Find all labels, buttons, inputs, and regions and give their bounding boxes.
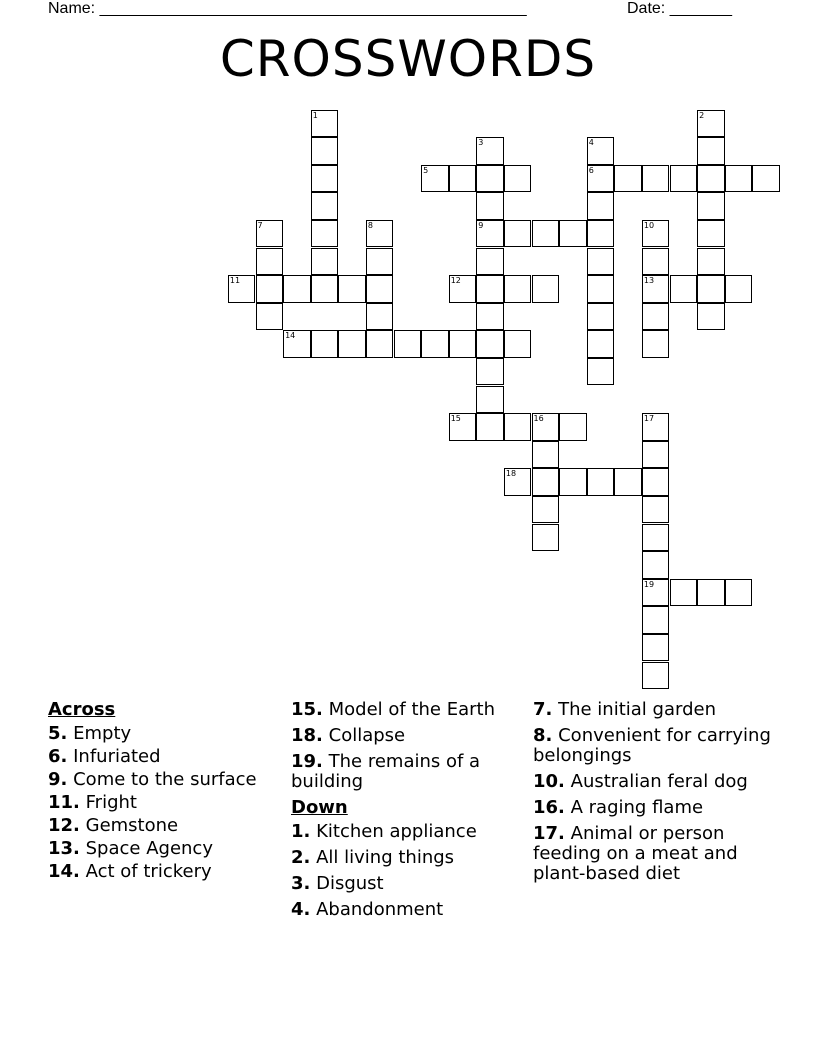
- cell-number: 8: [367, 220, 373, 230]
- grid-cell[interactable]: [449, 330, 477, 358]
- grid-cell[interactable]: [366, 330, 394, 358]
- grid-cell[interactable]: [449, 413, 477, 441]
- clue-text: Disgust: [316, 873, 384, 894]
- grid-cell[interactable]: [614, 165, 642, 193]
- clue-number: 19.: [291, 751, 323, 772]
- clue-text: The initial garden: [558, 699, 716, 720]
- grid-cell[interactable]: [283, 330, 311, 358]
- clue-across-13: [48, 839, 278, 859]
- clue-text: Infuriated: [73, 746, 161, 767]
- grid-cell[interactable]: [642, 496, 670, 524]
- grid-cell[interactable]: [476, 220, 504, 248]
- clue-text: Abandonment: [316, 899, 444, 920]
- grid-cell[interactable]: [725, 275, 753, 303]
- clue-down-7: [533, 700, 773, 720]
- clue-number: 2.: [291, 847, 311, 868]
- grid-cell[interactable]: [228, 275, 256, 303]
- cell-number: 15: [450, 414, 461, 424]
- grid-cell[interactable]: [256, 275, 284, 303]
- grid-cell[interactable]: [256, 248, 284, 276]
- clue-text: The remains of a building: [291, 751, 481, 792]
- grid-cell[interactable]: [587, 192, 615, 220]
- cell-number: 1: [312, 110, 318, 120]
- grid-cell[interactable]: [697, 220, 725, 248]
- grid-cell[interactable]: [366, 275, 394, 303]
- grid-cell[interactable]: [725, 165, 753, 193]
- clue-down-1: [291, 822, 521, 842]
- grid-cell[interactable]: [504, 165, 532, 193]
- clue-across-18: [291, 726, 521, 746]
- grid-cell[interactable]: [366, 220, 394, 248]
- clue-number: 14.: [48, 861, 80, 882]
- clue-text: Kitchen appliance: [316, 821, 477, 842]
- clue-number: 3.: [291, 873, 311, 894]
- grid-cell[interactable]: [476, 248, 504, 276]
- grid-cell[interactable]: [504, 330, 532, 358]
- grid-cell[interactable]: [697, 110, 725, 138]
- clue-down-3: [291, 874, 521, 894]
- cell-number: 18: [505, 469, 517, 479]
- grid-cell[interactable]: [449, 165, 477, 193]
- grid-cell[interactable]: [697, 248, 725, 276]
- grid-cell[interactable]: [587, 165, 615, 193]
- clue-down-8: [533, 726, 773, 766]
- grid-cell[interactable]: [338, 330, 366, 358]
- clue-text: Act of trickery: [85, 861, 212, 882]
- grid-cell[interactable]: [697, 137, 725, 165]
- grid-cell[interactable]: [587, 220, 615, 248]
- grid-cell[interactable]: [311, 110, 339, 138]
- grid-cell[interactable]: [587, 468, 615, 496]
- grid-cell[interactable]: [642, 220, 670, 248]
- clue-down-4: [291, 900, 521, 920]
- grid-cell[interactable]: [476, 192, 504, 220]
- grid-cell[interactable]: [587, 358, 615, 386]
- grid-cell[interactable]: [476, 137, 504, 165]
- clue-across-11: [48, 793, 278, 813]
- clue-number: 12.: [48, 815, 80, 836]
- clue-down-10: [533, 772, 773, 792]
- clue-number: 16.: [533, 797, 565, 818]
- grid-cell[interactable]: [697, 579, 725, 607]
- grid-cell[interactable]: [642, 551, 670, 579]
- grid-cell[interactable]: [366, 248, 394, 276]
- grid-cell[interactable]: [642, 634, 670, 662]
- clue-text: Empty: [73, 723, 132, 744]
- clue-across-19: [291, 752, 521, 792]
- grid-cell[interactable]: [311, 248, 339, 276]
- grid-cell[interactable]: [476, 303, 504, 331]
- grid-cell[interactable]: [311, 192, 339, 220]
- clue-text: Come to the surface: [73, 769, 257, 790]
- clue-text: A raging flame: [570, 797, 704, 818]
- grid-cell[interactable]: [725, 579, 753, 607]
- grid-cell[interactable]: [476, 165, 504, 193]
- grid-cell[interactable]: [642, 441, 670, 469]
- grid-cell[interactable]: [697, 192, 725, 220]
- clue-text: Animal or person feeding on a meat and plant-based diet: [533, 823, 738, 884]
- clues-column-2: [291, 700, 521, 926]
- grid-cell[interactable]: [504, 413, 532, 441]
- grid-cell[interactable]: [670, 275, 698, 303]
- grid-cell[interactable]: [532, 441, 560, 469]
- grid-cell[interactable]: [642, 579, 670, 607]
- grid-cell[interactable]: [697, 275, 725, 303]
- clue-text: Fright: [85, 792, 137, 813]
- grid-cell[interactable]: [256, 303, 284, 331]
- date-field-label[interactable]: Date: _______: [627, 0, 732, 17]
- clue-across-5: [48, 724, 278, 744]
- cell-number: 3: [478, 138, 484, 148]
- grid-cell[interactable]: [587, 137, 615, 165]
- clue-across-15: [291, 700, 521, 720]
- clue-across-6: [48, 747, 278, 767]
- grid-cell[interactable]: [338, 275, 366, 303]
- grid-cell[interactable]: [476, 275, 504, 303]
- clue-text: Convenient for carrying belongings: [533, 725, 771, 766]
- grid-cell[interactable]: [587, 248, 615, 276]
- clue-number: 7.: [533, 699, 553, 720]
- grid-cell[interactable]: [256, 220, 284, 248]
- grid-cell[interactable]: [559, 468, 587, 496]
- grid-cell[interactable]: [476, 330, 504, 358]
- grid-cell[interactable]: [642, 165, 670, 193]
- cell-number: 10: [643, 220, 655, 230]
- clue-across-12: [48, 816, 278, 836]
- grid-cell[interactable]: [311, 275, 339, 303]
- grid-cell[interactable]: [311, 165, 339, 193]
- clue-down-16: [533, 798, 773, 818]
- grid-cell[interactable]: [697, 303, 725, 331]
- clue-number: 6.: [48, 746, 68, 767]
- clues-column-1: [48, 700, 278, 885]
- cell-number: 17: [643, 414, 655, 424]
- grid-cell[interactable]: [421, 330, 449, 358]
- clue-down-17: [533, 824, 773, 884]
- grid-cell[interactable]: [670, 165, 698, 193]
- cell-number: 7: [257, 220, 263, 230]
- grid-cell[interactable]: [587, 303, 615, 331]
- grid-cell[interactable]: [532, 496, 560, 524]
- clue-number: 15.: [291, 699, 323, 720]
- grid-cell[interactable]: [311, 330, 339, 358]
- grid-cell[interactable]: [752, 165, 780, 193]
- page-title: CROSSWORDS: [219, 30, 597, 88]
- clue-number: 17.: [533, 823, 565, 844]
- cell-number: 4: [588, 138, 594, 148]
- grid-cell[interactable]: [476, 358, 504, 386]
- clue-text: All living things: [316, 847, 455, 868]
- grid-cell[interactable]: [504, 468, 532, 496]
- grid-cell[interactable]: [504, 275, 532, 303]
- cell-number: 12: [450, 276, 461, 286]
- grid-cell[interactable]: [532, 524, 560, 552]
- grid-cell[interactable]: [642, 606, 670, 634]
- grid-cell[interactable]: [587, 275, 615, 303]
- grid-cell[interactable]: [642, 468, 670, 496]
- cell-number: 16: [533, 414, 544, 424]
- clue-number: 8.: [533, 725, 553, 746]
- clue-text: Space Agency: [85, 838, 213, 859]
- grid-cell[interactable]: [394, 330, 422, 358]
- down-heading: Down: [291, 797, 348, 818]
- grid-cell[interactable]: [532, 220, 560, 248]
- clue-text: Collapse: [328, 725, 406, 746]
- clue-number: 9.: [48, 769, 68, 790]
- clue-text: Gemstone: [85, 815, 179, 836]
- grid-cell[interactable]: [642, 413, 670, 441]
- grid-cell[interactable]: [283, 275, 311, 303]
- grid-cell[interactable]: [366, 303, 394, 331]
- grid-cell[interactable]: [642, 662, 670, 690]
- clue-across-14: [48, 862, 278, 882]
- clue-number: 18.: [291, 725, 323, 746]
- name-field-label[interactable]: Name: ________________________________________________: [48, 0, 527, 17]
- grid-cell[interactable]: [559, 220, 587, 248]
- grid-cell[interactable]: [532, 275, 560, 303]
- cell-number: 13: [643, 276, 655, 286]
- grid-cell[interactable]: [311, 220, 339, 248]
- grid-cell[interactable]: [311, 137, 339, 165]
- grid-cell[interactable]: [421, 165, 449, 193]
- clue-text: Australian feral dog: [570, 771, 748, 792]
- cell-number: 6: [588, 165, 594, 175]
- grid-cell[interactable]: [642, 248, 670, 276]
- cell-number: 2: [699, 110, 705, 120]
- across-heading: Across: [48, 699, 116, 720]
- clue-number: 10.: [533, 771, 565, 792]
- grid-cell[interactable]: [559, 413, 587, 441]
- grid-cell[interactable]: [476, 386, 504, 414]
- grid-cell[interactable]: [449, 275, 477, 303]
- grid-cell[interactable]: [476, 413, 504, 441]
- clues-column-3: [533, 700, 773, 890]
- grid-cell[interactable]: [587, 330, 615, 358]
- grid-cell[interactable]: [670, 579, 698, 607]
- clue-text: Model of the Earth: [328, 699, 495, 720]
- cell-number: 14: [285, 331, 296, 341]
- cell-number: 9: [478, 220, 484, 230]
- clue-number: 1.: [291, 821, 311, 842]
- clue-number: 13.: [48, 838, 80, 859]
- clue-number: 11.: [48, 792, 80, 813]
- cell-number: 5: [423, 165, 429, 175]
- grid-cell[interactable]: [642, 275, 670, 303]
- clue-across-9: [48, 770, 278, 790]
- cell-number: 19: [643, 579, 655, 589]
- grid-cell[interactable]: [614, 468, 642, 496]
- grid-cell[interactable]: [532, 413, 560, 441]
- grid-cell[interactable]: [504, 220, 532, 248]
- grid-cell[interactable]: [642, 524, 670, 552]
- grid-cell[interactable]: [697, 165, 725, 193]
- cell-number: 11: [229, 276, 241, 286]
- clue-number: 4.: [291, 899, 311, 920]
- clue-down-2: [291, 848, 521, 868]
- clue-number: 5.: [48, 723, 68, 744]
- grid-cell[interactable]: [532, 468, 560, 496]
- grid-cell[interactable]: [642, 303, 670, 331]
- grid-cell[interactable]: [642, 330, 670, 358]
